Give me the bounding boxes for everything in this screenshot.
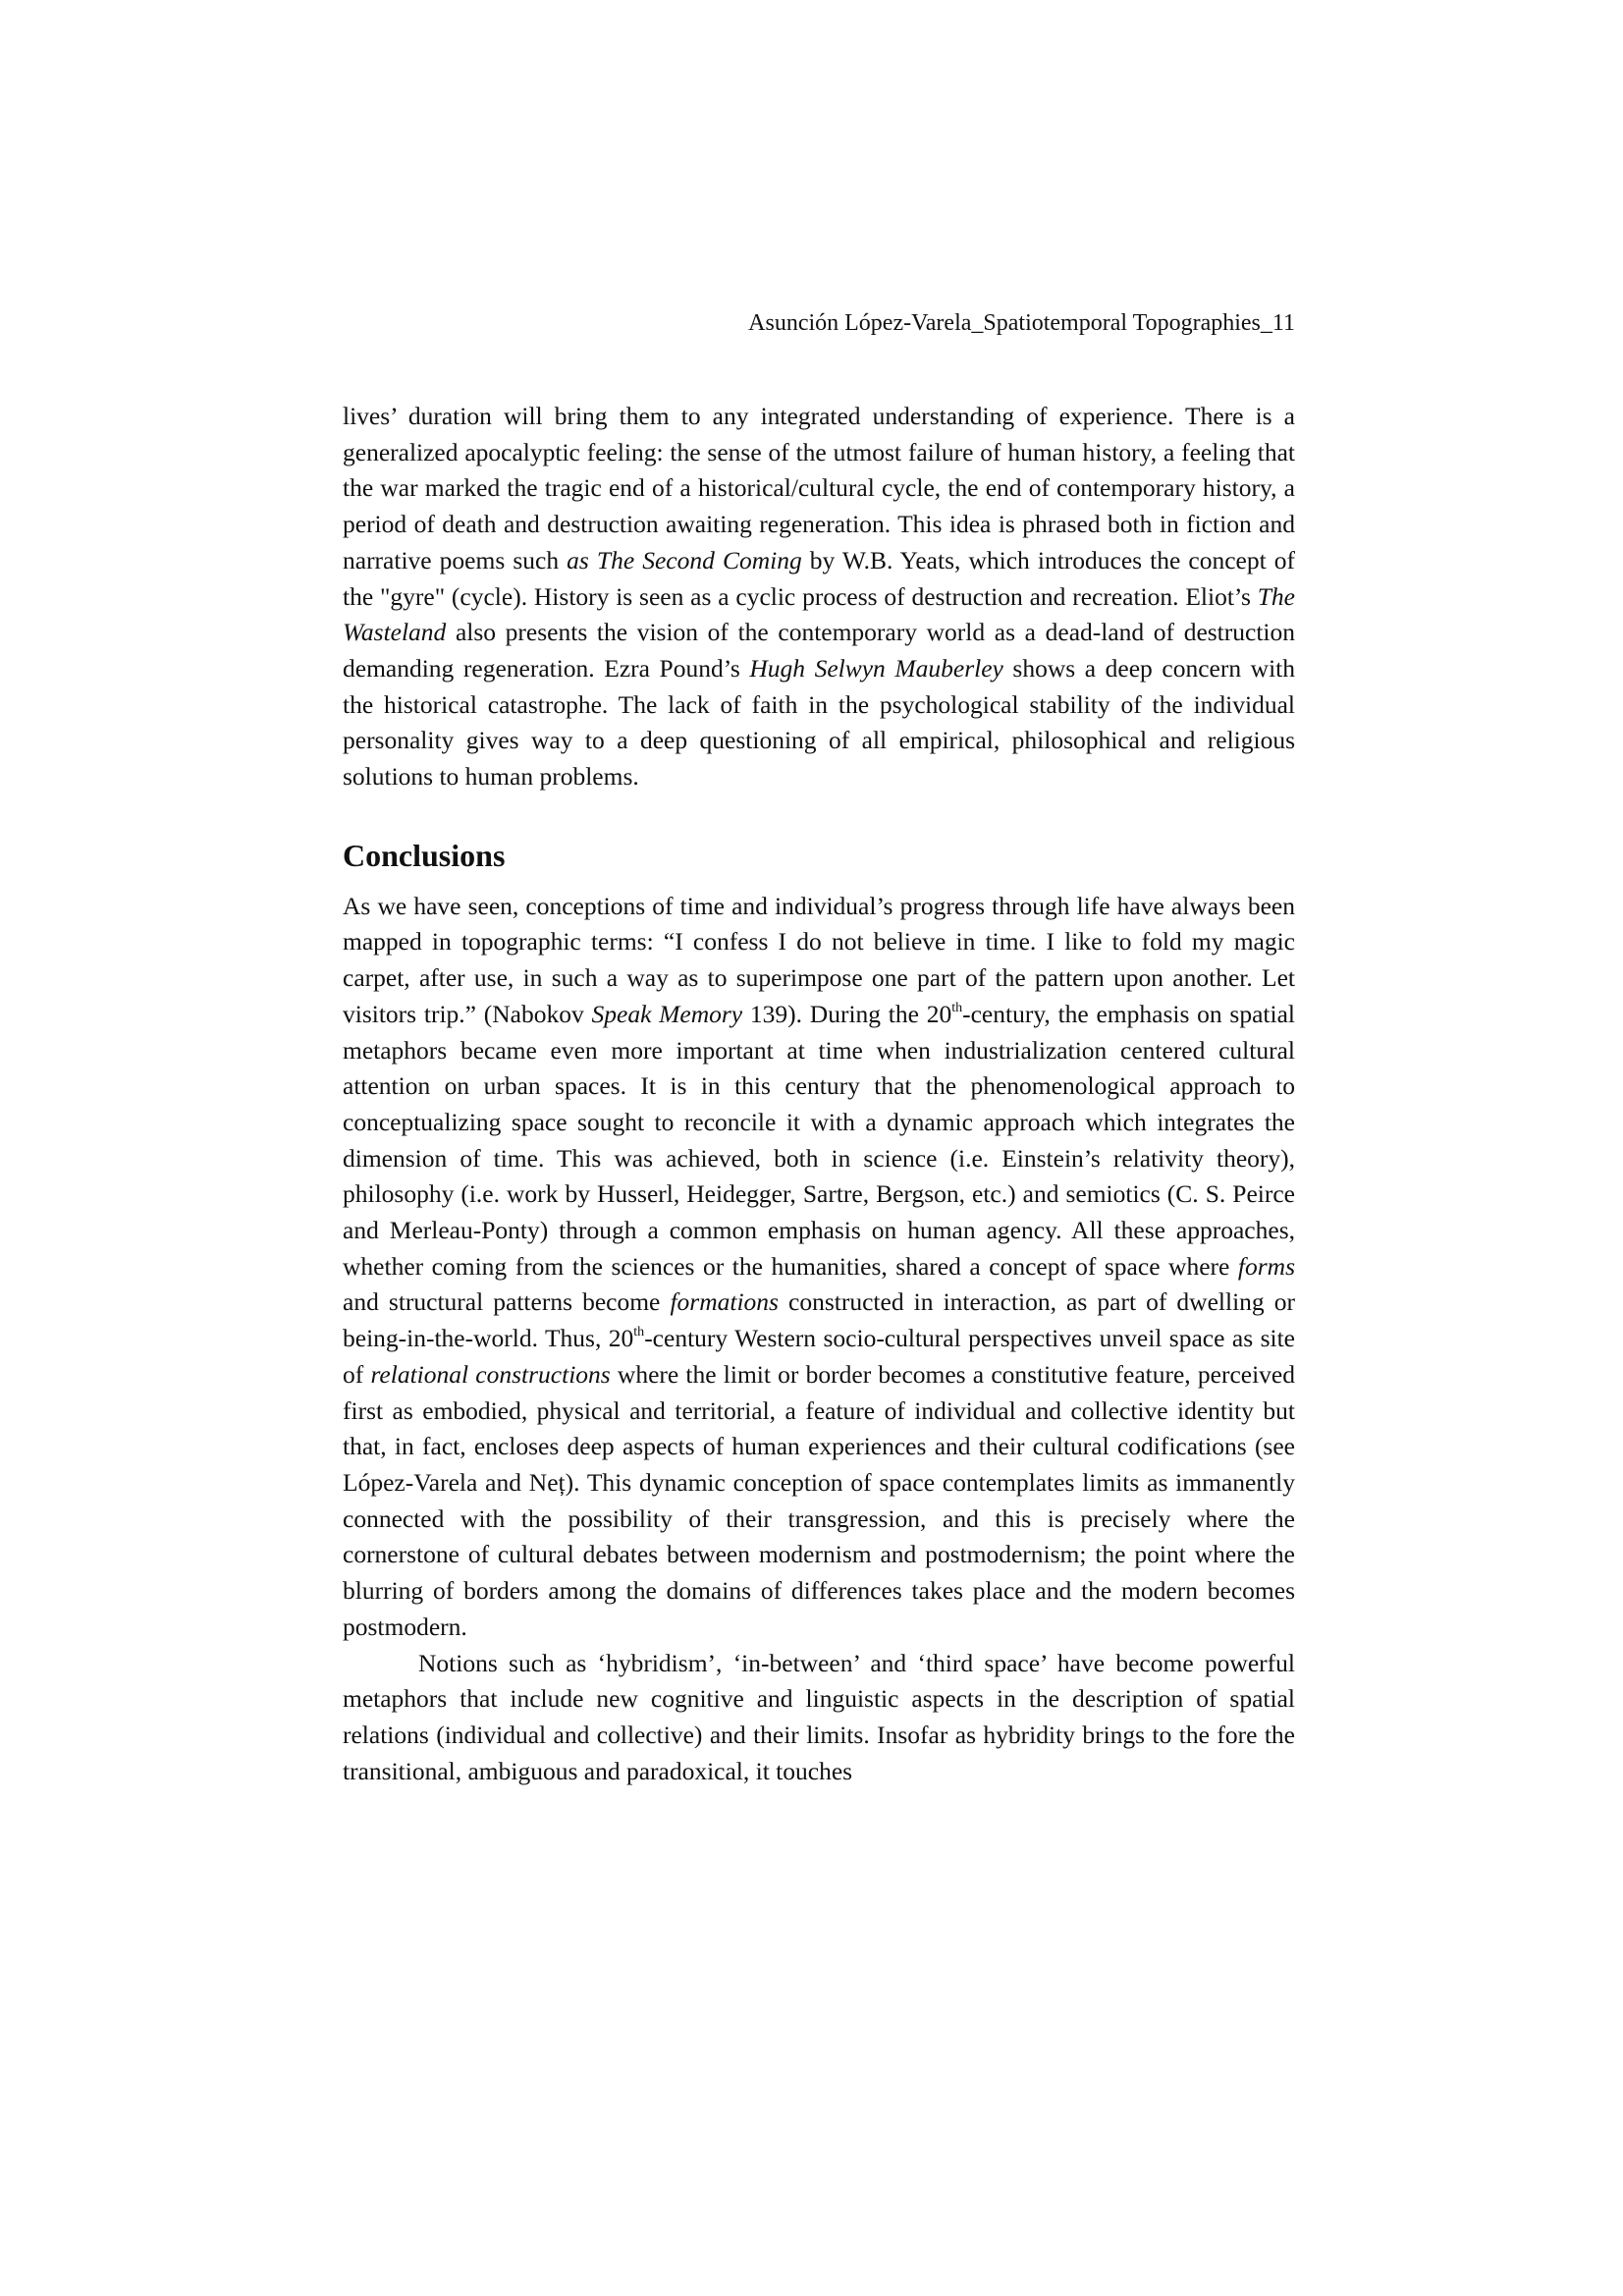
conclusions-p1-text-3: -century, the emphasis on spatial metaphors became even more important at time when industrialization centered cultural attention on urban spaces. It is in this century that the phenomenological approach to conceptualizing space sought to reconcile it with a dynamic approach which integrates the dimension of time. This was achieved, both in science (i.e. Einstein’s relativity theory), philosophy (i.e. work by Husserl, Heidegger, Sartre, Bergson, etc.) and semiotics (C. S. Peirce and Merleau-Ponty) through a common emphasis on human agency. All these approaches, whether coming from the sciences or the humanities, shared a concept of space where (343, 999, 1296, 1281)
intro-italic-1: as The Second Coming (567, 545, 802, 574)
conclusions-p1-italic-4: relational constructions (370, 1359, 611, 1389)
conclusions-p1-superscript-1: th (951, 1000, 963, 1015)
intro-paragraph (343, 399, 1295, 795)
intro-text-4: shows a deep concern with the historical catastrophe. The lack of faith in the psychological stability of the individual personality gives way to a deep questioning of all empirical, philosophical and religious solutions to human problems. (343, 653, 1295, 792)
running-header: Asunción López-Varela_Spatiotemporal Topographies_11 (748, 310, 1295, 336)
conclusions-p1-italic-2: forms (1237, 1251, 1295, 1281)
conclusions-paragraph-2: Notions such as ‘hybridism’, ‘in-between’ and ‘third space’ have become powerful metaphors that include new cognitive and linguistic aspects in the description of spatial relations (individual and collective) and their limits. Insofar as hybridity brings to the fore the transitional, ambiguous and paradoxical, it touches (343, 1648, 1295, 1785)
intro-text-1: lives’ duration will bring them to any integrated understanding of experience. There is a generalized apocalyptic feeling: the sense of the utmost failure of human history, a feeling that the war marked the tragic end of a historical/cultural cycle, the end of contemporary history, a period of death and destruction awaiting regeneration. This idea is phrased both in fiction and narrative poems such (343, 402, 1295, 574)
intro-text-2: by W.B. Yeats, which introduces the concept of the "gyre" (cycle). History is seen as a cyclic process of destruction and recreation. Eliot’s (343, 545, 1295, 611)
intro-text-3: also presents the vision of the contemporary world as a dead-land of destruction demanding regeneration. Ezra Pound’s (343, 618, 1295, 683)
conclusions-paragraph-1 (343, 889, 1295, 1646)
conclusions-p1-text-1: As we have seen, conceptions of time and individual’s progress through life have always been mapped in topographic terms: “I confess I do not believe in time. I like to fold my magic carpet, after use, in such a way as to superimpose one part of the pattern upon another. Let visitors trip.” (Nabokov (343, 891, 1295, 1028)
page-body (343, 399, 1295, 1789)
conclusions-p1-text-6: -century Western socio-cultural perspectives unveil space as site of (343, 1324, 1295, 1389)
intro-italic-2: The Wasteland (343, 581, 1295, 647)
conclusions-p1-text-2: 139). During the 20 (742, 999, 952, 1028)
conclusions-p1-italic-3: formations (670, 1287, 779, 1317)
intro-italic-3: Hugh Selwyn Mauberley (749, 653, 1003, 683)
conclusions-p1-text-4: and structural patterns become (343, 1287, 671, 1317)
section-heading-conclusions: Conclusions (343, 837, 506, 873)
conclusions-p1-text-5: constructed in interaction, as part of dwelling or being-in-the-world. Thus, 20 (343, 1287, 1295, 1353)
conclusions-p1-superscript-2: th (633, 1325, 645, 1340)
conclusions-p1-text-7: where the limit or border becomes a constitutive feature, perceived first as embodied, physical and territorial, a feature of individual and collective identity but that, in fact, encloses deep aspects of human experiences and their cultural codifications (see López-Varela and Neț). This dynamic conception of space contemplates limits as immanently connected with the possibility of their transgression, and this is precisely where the cornerstone of cultural debates between modernism and postmodernism; the point where the blurring of borders among the domains of differences takes place and the modern becomes postmodern. (343, 1359, 1295, 1641)
conclusions-p1-italic-1: Speak Memory (591, 999, 743, 1028)
